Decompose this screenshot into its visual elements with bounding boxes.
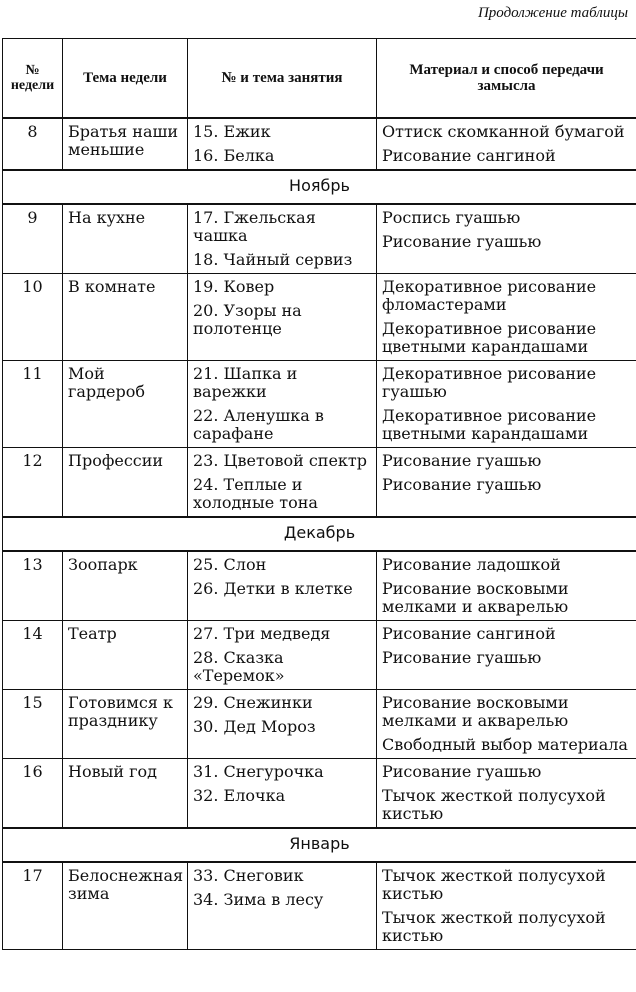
- material-item: Рисование гуашью: [382, 475, 542, 494]
- week-number: 11: [3, 361, 63, 448]
- week-number: 14: [3, 621, 63, 690]
- lesson-item: 20. Узоры на полотенце: [193, 301, 302, 338]
- week-number: 13: [3, 551, 63, 621]
- week-number: 15: [3, 690, 63, 759]
- week-number: 17: [3, 862, 63, 950]
- lesson-item: 15. Ежик: [193, 122, 271, 141]
- lesson-cell: [188, 448, 377, 518]
- lesson-plan-table: [2, 38, 636, 950]
- week-number: 12: [3, 448, 63, 518]
- material-cell: [377, 361, 636, 448]
- material-item: Декоративное рисование цветными карандашами: [382, 406, 597, 443]
- table-body: [3, 118, 636, 950]
- table-row: [3, 690, 636, 759]
- lesson-item: 21. Шапка и варежки: [193, 364, 298, 401]
- lesson-item: 18. Чайный сервиз: [193, 250, 353, 269]
- week-topic: Мой гардероб: [63, 361, 188, 448]
- material-item: Тычок жесткой полусухой кистью: [382, 786, 606, 823]
- week-topic: Братья наши меньшие: [63, 118, 188, 170]
- material-cell: [377, 118, 636, 170]
- month-row: [3, 170, 636, 204]
- week-topic: На кухне: [63, 204, 188, 274]
- header-lesson: № и тема занятия: [188, 39, 377, 119]
- lesson-item: 22. Аленушка в сарафане: [193, 406, 324, 443]
- material-cell: [377, 274, 636, 361]
- material-cell: [377, 621, 636, 690]
- lesson-cell: [188, 551, 377, 621]
- lesson-item: 16. Белка: [193, 146, 275, 165]
- table-row: [3, 551, 636, 621]
- material-cell: [377, 551, 636, 621]
- lesson-item: 29. Снежинки: [193, 693, 313, 712]
- month-row: [3, 828, 636, 862]
- table-row: [3, 361, 636, 448]
- week-topic: Зоопарк: [63, 551, 188, 621]
- week-topic: Профессии: [63, 448, 188, 518]
- material-item: Декоративное рисование фломастерами: [382, 277, 597, 314]
- material-item: Тычок жесткой полусухой кистью: [382, 908, 606, 945]
- lesson-item: 32. Елочка: [193, 786, 286, 805]
- month-heading: Декабрь: [3, 517, 636, 551]
- week-number: 10: [3, 274, 63, 361]
- week-topic: Белоснежная зима: [63, 862, 188, 950]
- material-item: Рисование сангиной: [382, 146, 556, 165]
- lesson-item: 33. Снеговик: [193, 866, 304, 885]
- continued-label: Продолжение таблицы: [477, 5, 628, 21]
- lesson-item: 31. Снегурочка: [193, 762, 324, 781]
- lesson-cell: [188, 204, 377, 274]
- lesson-item: 24. Теплые и холодные тона: [193, 475, 318, 512]
- lesson-cell: [188, 690, 377, 759]
- lesson-item: 19. Ковер: [193, 277, 275, 296]
- material-item: Оттиск скомканной бумагой: [382, 122, 625, 141]
- material-item: Роспись гуашью: [382, 208, 521, 227]
- month-heading: Январь: [3, 828, 636, 862]
- material-item: Рисование гуашью: [382, 451, 542, 470]
- lesson-cell: [188, 759, 377, 829]
- table-row: [3, 621, 636, 690]
- week-topic: В комнате: [63, 274, 188, 361]
- week-topic: Новый год: [63, 759, 188, 829]
- material-item: Рисование восковыми мелками и акварелью: [382, 693, 569, 730]
- week-number: 8: [3, 118, 63, 170]
- table-row: [3, 118, 636, 170]
- material-item: Тычок жесткой полусухой кистью: [382, 866, 606, 903]
- lesson-item: 30. Дед Мороз: [193, 717, 316, 736]
- material-item: Декоративное рисование гуашью: [382, 364, 597, 401]
- lesson-item: 25. Слон: [193, 555, 267, 574]
- material-item: Рисование ладошкой: [382, 555, 561, 574]
- week-number: 16: [3, 759, 63, 829]
- lesson-item: 23. Цветовой спектр: [193, 451, 368, 470]
- lesson-cell: [188, 274, 377, 361]
- material-item: Рисование гуашью: [382, 762, 542, 781]
- lesson-cell: [188, 621, 377, 690]
- week-topic: Театр: [63, 621, 188, 690]
- header-week-no: № недели: [3, 39, 63, 119]
- material-item: Рисование восковыми мелками и акварелью: [382, 579, 569, 616]
- material-item: Рисование сангиной: [382, 624, 556, 643]
- material-item: Рисование гуашью: [382, 232, 542, 251]
- month-row: [3, 517, 636, 551]
- material-cell: [377, 448, 636, 518]
- lesson-item: 28. Сказка «Теремок»: [193, 648, 285, 685]
- lesson-item: 34. Зима в лесу: [193, 890, 324, 909]
- lesson-cell: [188, 361, 377, 448]
- table-row: [3, 759, 636, 829]
- lesson-cell: [188, 862, 377, 950]
- table-header-row: [3, 39, 636, 119]
- material-cell: [377, 204, 636, 274]
- table-row: [3, 862, 636, 950]
- table-row: [3, 448, 636, 518]
- material-item: Декоративное рисование цветными карандашами: [382, 319, 597, 356]
- table-row: [3, 274, 636, 361]
- table-row: [3, 204, 636, 274]
- lesson-item: 27. Три медведя: [193, 624, 331, 643]
- material-cell: [377, 759, 636, 829]
- week-number: 9: [3, 204, 63, 274]
- lesson-item: 26. Детки в клетке: [193, 579, 353, 598]
- header-material: Материал и способ передачи замысла: [377, 39, 636, 119]
- header-week-topic: Тема недели: [63, 39, 188, 119]
- lesson-item: 17. Гжельская чашка: [193, 208, 316, 245]
- material-item: Свободный выбор материала: [382, 735, 628, 754]
- material-cell: [377, 690, 636, 759]
- month-heading: Ноябрь: [3, 170, 636, 204]
- lesson-cell: [188, 118, 377, 170]
- material-item: Рисование гуашью: [382, 648, 542, 667]
- material-cell: [377, 862, 636, 950]
- week-topic: Готовимся к празднику: [63, 690, 188, 759]
